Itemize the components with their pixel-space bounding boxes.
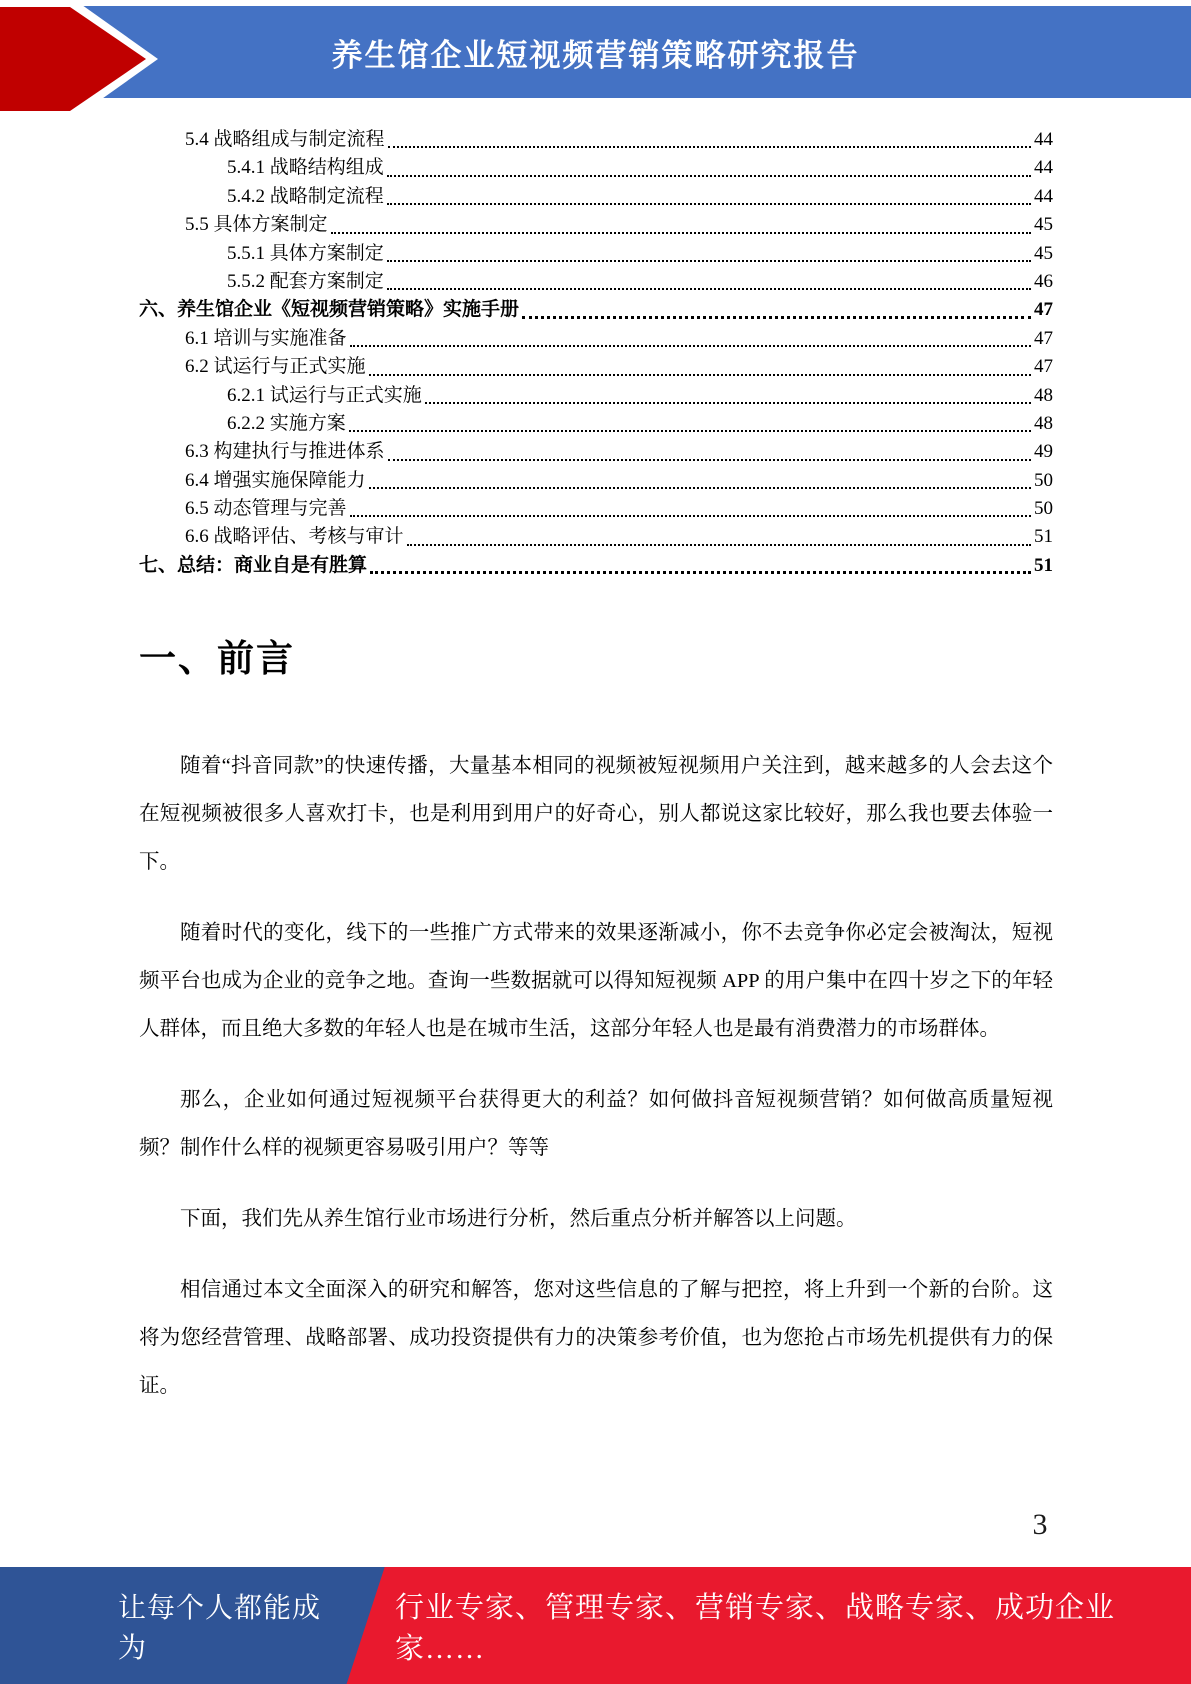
toc-entry-label: 5.5.2 配套方案制定	[227, 270, 384, 292]
toc-entry-page: 51	[1034, 526, 1053, 548]
toc-entry[interactable]	[139, 296, 1053, 324]
toc-leader-dots	[331, 232, 1031, 234]
toc-entry[interactable]	[139, 211, 1053, 239]
toc-entry-label: 5.4.1 战略结构组成	[227, 157, 384, 179]
toc-leader-dots	[388, 459, 1031, 461]
toc-entry-label: 5.5.1 具体方案制定	[227, 242, 384, 264]
toc-leader-dots	[369, 487, 1031, 489]
toc-entry-label: 5.4 战略组成与制定流程	[185, 128, 385, 150]
toc-entry-label: 5.5 具体方案制定	[185, 214, 328, 236]
toc-entry[interactable]	[139, 552, 1053, 580]
toc-entry-page: 50	[1034, 498, 1053, 520]
toc-entry[interactable]	[139, 523, 1053, 551]
toc-entry-page: 47	[1034, 327, 1053, 349]
toc-entry[interactable]	[139, 495, 1053, 523]
report-title: 养生馆企业短视频营销策略研究报告	[331, 37, 860, 74]
paragraph: 相信通过本文全面深入的研究和解答，您对这些信息的了解与把控，将上升到一个新的台阶。这将为您经营管理、战略部署、成功投资提供有力的决策参考价值，也为您抢占市场先机提供有力的保证。	[139, 1279, 1053, 1397]
toc-entry-page: 51	[1034, 554, 1053, 576]
footer-banner	[0, 1567, 1191, 1684]
toc-entry-label: 5.4.2 战略制定流程	[227, 185, 384, 207]
toc-leader-dots	[522, 316, 1031, 319]
toc-entry-label: 6.3 构建执行与推进体系	[185, 441, 385, 463]
toc-leader-dots	[387, 288, 1031, 290]
toc-entry-page: 45	[1034, 242, 1053, 264]
toc-entry-page: 47	[1034, 356, 1053, 378]
toc-entry[interactable]	[139, 268, 1053, 296]
toc-leader-dots	[387, 175, 1031, 177]
toc-entry-page: 46	[1034, 270, 1053, 292]
body-text	[139, 742, 1053, 1433]
toc-entry-label: 6.2 试运行与正式实施	[185, 356, 366, 378]
paragraph: 那么，企业如何通过短视频平台获得更大的利益？如何做抖音短视频营销？如何做高质量短视频？制作什么样的视频更容易吸引用户？等等	[139, 1089, 1053, 1159]
toc-leader-dots	[369, 374, 1031, 376]
toc-entry-page: 44	[1034, 128, 1053, 150]
toc-entry-page: 44	[1034, 157, 1053, 179]
toc-entry[interactable]	[139, 410, 1053, 438]
toc-leader-dots	[350, 515, 1031, 517]
toc-entry-page: 47	[1034, 299, 1053, 321]
toc-entry-page: 45	[1034, 214, 1053, 236]
toc-entry-label: 6.4 增强实施保障能力	[185, 469, 366, 491]
toc-entry-page: 49	[1034, 441, 1053, 463]
toc-entry[interactable]	[139, 382, 1053, 410]
toc-leader-dots	[349, 430, 1031, 432]
toc-leader-dots	[370, 571, 1031, 574]
section-heading: 一、前言	[139, 637, 295, 680]
toc-entry-label: 6.1 培训与实施准备	[185, 327, 347, 349]
toc-entry-page: 48	[1034, 384, 1053, 406]
toc-entry[interactable]	[139, 325, 1053, 353]
toc-entry-label: 6.2.1 试运行与正式实施	[227, 384, 422, 406]
toc-leader-dots	[425, 402, 1031, 404]
toc-entry-label: 七、总结：商业自是有胜算	[139, 554, 368, 576]
paragraph: 下面，我们先从养生馆行业市场进行分析，然后重点分析并解答以上问题。	[180, 1208, 857, 1230]
toc-entry[interactable]	[139, 126, 1053, 154]
footer-slogan-left: 让每个人都能成为	[118, 1592, 322, 1664]
toc-leader-dots	[350, 345, 1031, 347]
toc-leader-dots	[387, 260, 1031, 262]
toc-entry-page: 44	[1034, 185, 1053, 207]
toc-leader-dots	[387, 203, 1031, 205]
toc-entry-label: 6.6 战略评估、考核与审计	[185, 526, 404, 548]
toc-entry-label: 六、养生馆企业《短视频营销策略》实施手册	[139, 299, 520, 321]
toc-entry[interactable]	[139, 183, 1053, 211]
toc-entry[interactable]	[139, 438, 1053, 466]
paragraph: 随着“抖音同款”的快速传播，大量基本相同的视频被短视频用户关注到，越来越多的人会去这个在短视频被很多人喜欢打卡，也是利用到用户的好奇心，别人都说这家比较好，那么我也要去体验一下。	[139, 755, 1053, 873]
toc-entry-label: 6.2.2 实施方案	[227, 412, 346, 434]
table-of-contents	[139, 126, 1053, 580]
page-number: 3	[1032, 1508, 1048, 1541]
toc-entry[interactable]	[139, 467, 1053, 495]
toc-leader-dots	[388, 146, 1031, 148]
toc-entry-page: 50	[1034, 469, 1053, 491]
toc-leader-dots	[407, 544, 1031, 546]
toc-entry[interactable]	[139, 154, 1053, 182]
toc-entry-page: 48	[1034, 412, 1053, 434]
toc-entry[interactable]	[139, 240, 1053, 268]
toc-entry-label: 6.5 动态管理与完善	[185, 498, 347, 520]
toc-entry[interactable]	[139, 353, 1053, 381]
paragraph: 随着时代的变化，线下的一些推广方式带来的效果逐渐减小，你不去竞争你必定会被淘汰，短视频平台也成为企业的竞争之地。查询一些数据就可以得知短视频 APP 的用户集中在四十岁之下的年轻人群体，而且绝大多数的年轻人也是在城市生活，这部分年轻人也是最有消费潜力的市场群体。	[139, 922, 1053, 1040]
footer-slogan-right: 行业专家、管理专家、营销专家、战略专家、成功企业家……	[395, 1591, 1116, 1665]
